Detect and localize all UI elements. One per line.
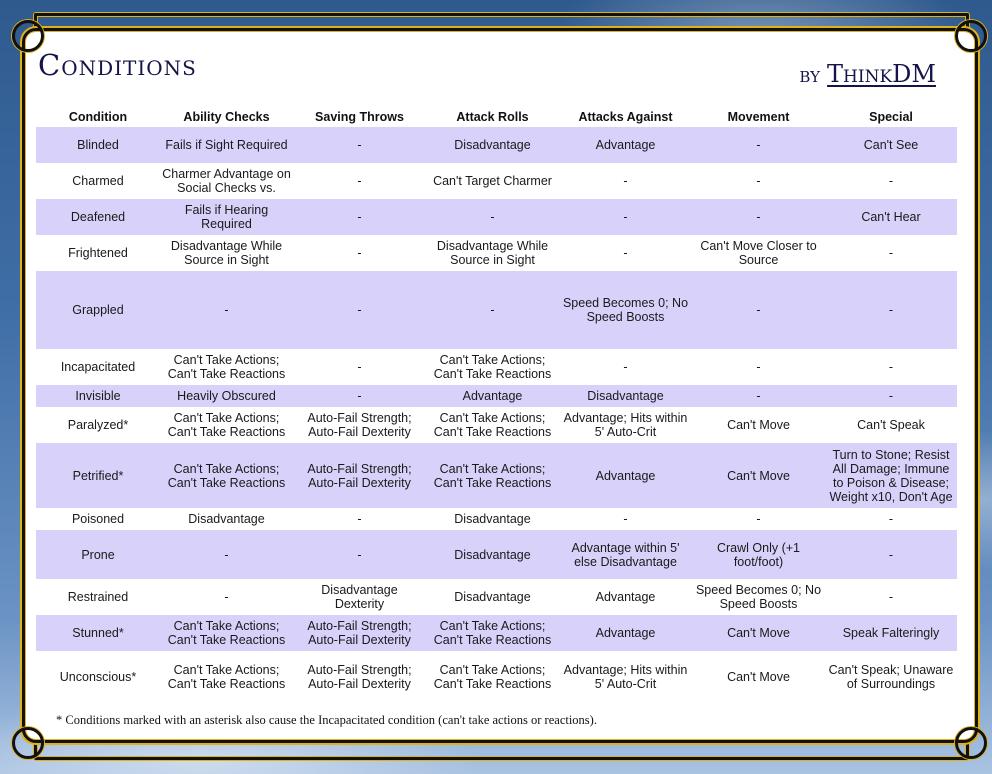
cell-special: Speak Falteringly (825, 615, 957, 651)
cell-attack-rolls: Disadvantage (454, 590, 531, 604)
cell-condition: Frightened (68, 246, 128, 260)
cell-movement: Speed Becomes 0; No Speed Boosts (695, 583, 822, 611)
cell-movement: - (756, 512, 761, 526)
cell-condition: Blinded (36, 127, 160, 163)
cell-ability-checks: Charmer Advantage on Social Checks vs. (162, 167, 291, 195)
cell-movement: Crawl Only (+1 foot/foot) (692, 530, 825, 579)
cell-special: - (888, 360, 894, 374)
cell-saving-throws: - (293, 127, 426, 163)
cell-special: - (888, 512, 894, 526)
table-row (36, 579, 957, 615)
cell-attack-rolls: - (426, 199, 559, 235)
column-header: Attack Rolls (456, 109, 529, 124)
cell-ability-checks: Can't Take Actions; Can't Take Reactions (167, 662, 286, 691)
table-row (36, 271, 957, 349)
cell-movement: Can't Move (692, 615, 825, 651)
cell-special: Can't Speak; Unaware of Surroundings (828, 662, 954, 691)
cell-movement: - (756, 174, 761, 188)
cell-attacks-against: Speed Becomes 0; No Speed Boosts (559, 271, 692, 349)
corner-ornament-icon (955, 727, 987, 759)
table-header-row (36, 106, 957, 127)
table-row (36, 163, 957, 199)
cell-saving-throws: Disadvantage Dexterity (321, 583, 398, 611)
cell-attacks-against: Advantage within 5' else Disadvantage (559, 530, 692, 579)
cell-saving-throws: - (293, 385, 426, 407)
cell-attacks-against: Advantage (559, 615, 692, 651)
cell-attacks-against: - (623, 246, 628, 260)
cell-condition: Unconscious* (59, 669, 137, 684)
cell-attacks-against: Advantage (559, 443, 692, 508)
author-link[interactable]: ThinkDM (827, 60, 936, 88)
cell-saving-throws: - (293, 530, 426, 579)
cell-movement: Can't Move (727, 669, 790, 684)
table-row (36, 385, 957, 407)
cell-condition: Grappled (36, 271, 160, 349)
cell-movement: Can't Move Closer to Source (700, 239, 817, 267)
cell-attacks-against: - (559, 199, 692, 235)
cell-movement: - (756, 360, 761, 374)
cell-attacks-against: - (623, 174, 628, 188)
table-row (36, 508, 957, 530)
cell-saving-throws: - (293, 199, 426, 235)
cell-ability-checks: Disadvantage While Source in Sight (170, 239, 283, 267)
cell-attack-rolls: Can't Take Actions; Can't Take Reactions (433, 353, 552, 381)
cell-attack-rolls: Disadvantage (426, 530, 559, 579)
cell-attacks-against: - (623, 360, 628, 374)
table-row (36, 530, 957, 579)
cell-attacks-against: Advantage; Hits within 5' Auto-Crit (563, 411, 688, 439)
cell-attack-rolls: Can't Take Actions; Can't Take Reactions (433, 662, 552, 691)
cell-condition: Stunned* (36, 615, 160, 651)
cell-movement: - (692, 385, 825, 407)
cell-saving-throws: - (293, 271, 426, 349)
table-row (36, 199, 957, 235)
table-row (36, 443, 957, 508)
column-header: Special (869, 109, 913, 124)
cell-condition: Paralyzed* (67, 418, 129, 432)
cell-saving-throws: - (357, 174, 362, 188)
cell-attacks-against: Advantage (595, 590, 656, 604)
cell-condition: Restrained (67, 590, 129, 604)
conditions-table (36, 106, 957, 702)
table-row (36, 615, 957, 651)
cell-attack-rolls: Disadvantage (454, 512, 531, 526)
cell-saving-throws: Auto-Fail Strength; Auto-Fail Dexterity (307, 411, 412, 439)
cell-saving-throws: Auto-Fail Strength; Auto-Fail Dexterity (307, 662, 412, 691)
cell-special: - (825, 385, 957, 407)
column-header: Ability Checks (183, 109, 270, 124)
cell-attack-rolls: - (426, 271, 559, 349)
corner-ornament-icon (955, 20, 987, 52)
cell-special: - (825, 271, 957, 349)
cell-condition: Petrified* (36, 443, 160, 508)
cell-ability-checks: - (160, 271, 293, 349)
table-row (36, 407, 957, 443)
cell-movement: Can't Move (692, 443, 825, 508)
column-header: Movement (727, 109, 790, 124)
cell-attacks-against: Advantage; Hits within 5' Auto-Crit (563, 662, 688, 691)
cell-attack-rolls: Can't Take Actions; Can't Take Reactions (426, 443, 559, 508)
cell-special: - (888, 246, 894, 260)
column-header: Condition (68, 109, 128, 124)
cell-special: Turn to Stone; Resist All Damage; Immune to Poison & Disease; Weight x10, Don't Age (825, 443, 957, 508)
cell-movement: Can't Move (727, 418, 790, 432)
cell-ability-checks: Can't Take Actions; Can't Take Reactions (160, 443, 293, 508)
cell-attack-rolls: Disadvantage While Source in Sight (436, 239, 549, 267)
cell-saving-throws: - (357, 246, 362, 260)
cell-movement: - (692, 199, 825, 235)
cell-ability-checks: Can't Take Actions; Can't Take Reactions (167, 353, 286, 381)
corner-ornament-icon (12, 727, 44, 759)
cell-condition: Charmed (72, 174, 124, 188)
cell-saving-throws: - (357, 512, 362, 526)
table-row (36, 235, 957, 271)
cell-attack-rolls: Advantage (426, 385, 559, 407)
cell-ability-checks: Can't Take Actions; Can't Take Reactions (160, 615, 293, 651)
cell-ability-checks: - (224, 590, 229, 604)
cell-condition: Invisible (36, 385, 160, 407)
cell-saving-throws: Auto-Fail Strength; Auto-Fail Dexterity (293, 443, 426, 508)
table-row (36, 127, 957, 163)
cell-attacks-against: Advantage (559, 127, 692, 163)
cell-condition: Deafened (36, 199, 160, 235)
cell-special: Can't Speak (857, 418, 925, 432)
cell-special: - (888, 174, 894, 188)
table-row (36, 349, 957, 385)
table-row (36, 651, 957, 702)
cell-saving-throws: - (357, 360, 362, 374)
cell-attacks-against: - (623, 512, 628, 526)
cell-condition: Poisoned (71, 512, 125, 526)
cell-movement: - (692, 271, 825, 349)
cell-condition: Incapacitated (60, 360, 136, 374)
cell-attack-rolls: Can't Target Charmer (433, 174, 552, 188)
cell-ability-checks: Fails if Hearing Required (160, 199, 293, 235)
cell-ability-checks: Heavily Obscured (160, 385, 293, 407)
cell-special: - (888, 590, 894, 604)
page-title: Conditions (38, 48, 197, 82)
cell-movement: - (692, 127, 825, 163)
footnote: * Conditions marked with an asterisk also cause the Incapacitated condition (can't take actions or reactions). (56, 713, 597, 727)
cell-condition: Prone (36, 530, 160, 579)
column-header: Saving Throws (315, 109, 404, 124)
byline-prefix: by (799, 63, 821, 88)
cell-special: - (825, 530, 957, 579)
cell-attack-rolls: Disadvantage (426, 127, 559, 163)
cell-saving-throws: Auto-Fail Strength; Auto-Fail Dexterity (293, 615, 426, 651)
cell-attacks-against: Disadvantage (559, 385, 692, 407)
byline (799, 60, 936, 88)
cell-attack-rolls: Can't Take Actions; Can't Take Reactions (433, 411, 552, 439)
column-header: Attacks Against (578, 109, 673, 124)
cell-special: Can't Hear (825, 199, 957, 235)
cell-special: Can't See (825, 127, 957, 163)
cell-ability-checks: Fails if Sight Required (160, 127, 293, 163)
cell-attack-rolls: Can't Take Actions; Can't Take Reactions (426, 615, 559, 651)
cell-ability-checks: Disadvantage (188, 512, 265, 526)
cell-ability-checks: - (160, 530, 293, 579)
cell-ability-checks: Can't Take Actions; Can't Take Reactions (167, 411, 286, 439)
